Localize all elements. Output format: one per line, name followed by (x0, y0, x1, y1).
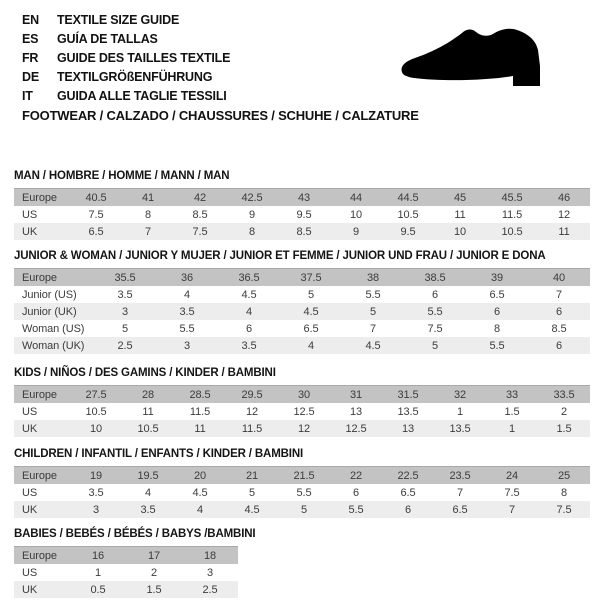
row-label: Woman (US) (22, 322, 85, 335)
size-cell: 5 (431, 339, 439, 352)
size-cell: 4.5 (365, 339, 381, 352)
size-cell: 31 (330, 386, 382, 404)
size-cell: 8 (560, 486, 568, 499)
size-cell: 12.5 (345, 422, 367, 435)
size-cell: 7.5 (504, 486, 520, 499)
row-label: Europe (14, 269, 94, 287)
size-cell: 28 (122, 386, 174, 404)
size-cell: 6.5 (489, 288, 505, 301)
size-cell: 11 (142, 405, 154, 418)
size-table-row (14, 564, 238, 581)
size-cell: 38 (342, 269, 404, 287)
size-cell: 11.5 (241, 422, 263, 435)
table-title-babies: BABIES / BEBÉS / BÉBÉS / BABYS /BAMBINI (14, 528, 256, 540)
size-cell: 6.5 (452, 503, 468, 516)
row-label: UK (22, 583, 38, 596)
language-text: GUÍA DE TALLAS (57, 31, 158, 46)
size-cell: 13 (349, 405, 363, 418)
size-cell: 4 (245, 305, 253, 318)
size-cell: 8 (144, 208, 152, 221)
row-label: Europe (14, 386, 70, 404)
language-code: EN (22, 12, 39, 27)
size-cell: 10 (349, 208, 363, 221)
size-cell: 0.5 (90, 583, 106, 596)
size-cell: 25 (538, 467, 590, 485)
size-cell: 4.5 (244, 503, 260, 516)
size-table-header-row (14, 269, 590, 287)
size-cell: 11 (194, 422, 206, 435)
size-cell: 19.5 (122, 467, 174, 485)
size-cell: 29.5 (226, 386, 278, 404)
size-cell: 33 (486, 386, 538, 404)
size-cell: 7.5 (88, 208, 104, 221)
language-code: ES (22, 31, 39, 46)
language-title-list (22, 10, 230, 105)
size-table-row (14, 320, 590, 337)
size-table-row (14, 501, 590, 518)
size-cell: 10.5 (137, 422, 159, 435)
language-line (22, 86, 230, 105)
size-cell: 5.5 (365, 288, 381, 301)
language-text: TEXTILE SIZE GUIDE (57, 12, 180, 27)
size-cell: 10.5 (85, 405, 107, 418)
size-cell: 19 (70, 467, 122, 485)
size-cell: 36.5 (218, 269, 280, 287)
size-cell: 6 (555, 339, 563, 352)
size-table-row (14, 403, 590, 420)
dress-shoe-icon (396, 24, 576, 96)
size-table-man (14, 188, 590, 240)
size-cell: 7 (555, 288, 563, 301)
size-cell: 7.5 (427, 322, 443, 335)
size-cell: 8.5 (192, 208, 208, 221)
size-cell: 1.5 (146, 583, 162, 596)
size-table-header-row (14, 189, 590, 207)
section-babies (14, 528, 590, 598)
size-cell: 9.5 (296, 208, 312, 221)
size-cell: 32 (434, 386, 486, 404)
size-cell: 16 (70, 547, 126, 565)
row-label: UK (22, 503, 38, 516)
size-cell: 35.5 (94, 269, 156, 287)
size-table-row (14, 206, 590, 223)
size-cell: 12 (245, 405, 259, 418)
table-title-man: MAN / HOMBRE / HOMME / MANN / MAN (14, 170, 230, 182)
size-table-row (14, 223, 590, 240)
size-cell: 27.5 (70, 386, 122, 404)
row-label: US (22, 405, 38, 418)
size-cell: 4.5 (241, 288, 257, 301)
size-cell: 41 (122, 189, 174, 207)
section-junior-woman (14, 250, 590, 354)
size-cell: 5 (369, 305, 377, 318)
size-cell: 5 (300, 503, 308, 516)
size-cell: 3 (121, 305, 129, 318)
size-cell: 3 (183, 339, 191, 352)
size-cell: 6 (404, 503, 412, 516)
size-cell: 5.5 (296, 486, 312, 499)
size-tables (14, 170, 590, 598)
size-cell: 3.5 (117, 288, 133, 301)
size-cell: 2 (560, 405, 568, 418)
row-label: Junior (US) (22, 288, 77, 301)
size-cell: 6.5 (400, 486, 416, 499)
size-cell: 30 (278, 386, 330, 404)
size-cell: 10.5 (501, 225, 523, 238)
size-cell: 3.5 (88, 486, 104, 499)
size-cell: 7.5 (192, 225, 208, 238)
size-cell: 7.5 (556, 503, 572, 516)
row-label: Europe (14, 547, 70, 565)
size-cell: 39 (466, 269, 528, 287)
language-text: GUIDA ALLE TAGLIE TESSILI (57, 88, 227, 103)
size-cell: 3.5 (179, 305, 195, 318)
row-label: Europe (14, 189, 70, 207)
size-cell: 46 (538, 189, 590, 207)
size-cell: 5.5 (489, 339, 505, 352)
size-cell: 1.5 (504, 405, 520, 418)
section-man (14, 170, 590, 240)
size-cell: 11.5 (501, 208, 523, 221)
size-cell: 44.5 (382, 189, 434, 207)
size-cell: 18 (182, 547, 238, 565)
size-cell: 12.5 (293, 405, 315, 418)
size-cell: 40.5 (70, 189, 122, 207)
size-table-header-row (14, 386, 590, 404)
size-table-header-row (14, 467, 590, 485)
size-table-row (14, 581, 238, 598)
size-cell: 6 (555, 305, 563, 318)
size-cell: 13 (401, 422, 415, 435)
size-cell: 36 (156, 269, 218, 287)
size-cell: 3 (206, 566, 214, 579)
size-cell: 2 (150, 566, 158, 579)
size-cell: 21.5 (278, 467, 330, 485)
row-label: Junior (UK) (22, 305, 77, 318)
size-cell: 8 (493, 322, 501, 335)
size-cell: 8.5 (296, 225, 312, 238)
size-cell: 4 (183, 288, 191, 301)
row-label: UK (22, 225, 38, 238)
size-table-babies (14, 546, 238, 598)
table-title-children: CHILDREN / INFANTIL / ENFANTS / KINDER / BAMBINI (14, 448, 304, 460)
size-cell: 6 (493, 305, 501, 318)
row-label: US (22, 566, 38, 579)
size-cell: 22 (330, 467, 382, 485)
row-label: Woman (UK) (22, 339, 85, 352)
size-cell: 45.5 (486, 189, 538, 207)
size-cell: 28.5 (174, 386, 226, 404)
language-line (22, 10, 230, 29)
language-line (22, 29, 230, 48)
size-cell: 42.5 (226, 189, 278, 207)
size-cell: 7 (508, 503, 516, 516)
size-cell: 42 (174, 189, 226, 207)
size-cell: 9 (248, 208, 256, 221)
language-code: DE (22, 69, 39, 84)
size-cell: 2.5 (202, 583, 218, 596)
size-cell: 45 (434, 189, 486, 207)
size-cell: 7 (144, 225, 152, 238)
size-cell: 37.5 (280, 269, 342, 287)
size-cell: 4 (196, 503, 204, 516)
size-cell: 6 (352, 486, 360, 499)
language-line (22, 67, 230, 86)
size-cell: 9 (352, 225, 360, 238)
size-cell: 5.5 (179, 322, 195, 335)
size-cell: 3 (92, 503, 100, 516)
row-label: US (22, 486, 38, 499)
size-table-kids (14, 385, 590, 437)
size-cell: 17 (126, 547, 182, 565)
size-cell: 1 (508, 422, 516, 435)
size-cell: 4 (144, 486, 152, 499)
size-table-row (14, 484, 590, 501)
size-cell: 24 (486, 467, 538, 485)
row-label: US (22, 208, 38, 221)
language-line (22, 48, 230, 67)
size-cell: 11.5 (189, 405, 211, 418)
size-cell: 20 (174, 467, 226, 485)
size-cell: 13.5 (449, 422, 471, 435)
size-cell: 10 (89, 422, 103, 435)
size-table-junior-woman (14, 268, 590, 354)
size-cell: 10 (453, 225, 467, 238)
size-cell: 44 (330, 189, 382, 207)
size-cell: 8 (248, 225, 256, 238)
size-cell: 12 (297, 422, 311, 435)
size-cell: 5 (307, 288, 315, 301)
size-cell: 5 (248, 486, 256, 499)
size-cell: 5.5 (427, 305, 443, 318)
language-text: GUIDE DES TAILLES TEXTILE (57, 50, 231, 65)
size-cell: 4.5 (192, 486, 208, 499)
size-cell: 6.5 (303, 322, 319, 335)
size-table-children (14, 466, 590, 518)
size-cell: 11 (454, 208, 466, 221)
size-cell: 4 (307, 339, 315, 352)
size-cell: 6 (431, 288, 439, 301)
size-cell: 7 (456, 486, 464, 499)
size-cell: 1 (456, 405, 464, 418)
size-cell: 40 (528, 269, 590, 287)
size-cell: 9.5 (400, 225, 416, 238)
size-cell: 2.5 (117, 339, 133, 352)
size-table-header-row (14, 547, 238, 565)
size-cell: 21 (226, 467, 278, 485)
size-cell: 1 (94, 566, 102, 579)
language-code: FR (22, 50, 39, 65)
language-code: IT (22, 88, 33, 103)
size-cell: 31.5 (382, 386, 434, 404)
size-cell: 3.5 (241, 339, 257, 352)
size-table-row (14, 303, 590, 320)
size-table-row (14, 286, 590, 303)
size-table-row (14, 337, 590, 354)
size-cell: 6 (245, 322, 253, 335)
size-cell: 38.5 (404, 269, 466, 287)
row-label: UK (22, 422, 38, 435)
size-cell: 1.5 (556, 422, 572, 435)
section-kids (14, 367, 590, 437)
table-title-junior-woman: JUNIOR & WOMAN / JUNIOR Y MUJER / JUNIOR ET FEMME / JUNIOR UND FRAU / JUNIOR E DONA (14, 250, 546, 262)
size-cell: 10.5 (397, 208, 419, 221)
size-cell: 12 (557, 208, 571, 221)
size-cell: 5 (121, 322, 129, 335)
category-title: FOOTWEAR / CALZADO / CHAUSSURES / SCHUHE / CALZATURE (22, 108, 419, 123)
size-cell: 6.5 (88, 225, 104, 238)
size-cell: 7 (369, 322, 377, 335)
row-label: Europe (14, 467, 70, 485)
size-cell: 33.5 (538, 386, 590, 404)
size-cell: 43 (278, 189, 330, 207)
section-children (14, 448, 590, 518)
size-cell: 13.5 (397, 405, 419, 418)
size-cell: 5.5 (348, 503, 364, 516)
size-cell: 23.5 (434, 467, 486, 485)
table-title-kids: KIDS / NIÑOS / DES GAMINS / KINDER / BAMBINI (14, 367, 276, 379)
size-cell: 11 (558, 225, 570, 238)
size-cell: 22.5 (382, 467, 434, 485)
size-table-row (14, 420, 590, 437)
language-text: TEXTILGRÖßENFÜHRUNG (57, 69, 213, 84)
size-cell: 3.5 (140, 503, 156, 516)
size-cell: 4.5 (303, 305, 319, 318)
size-cell: 8.5 (551, 322, 567, 335)
